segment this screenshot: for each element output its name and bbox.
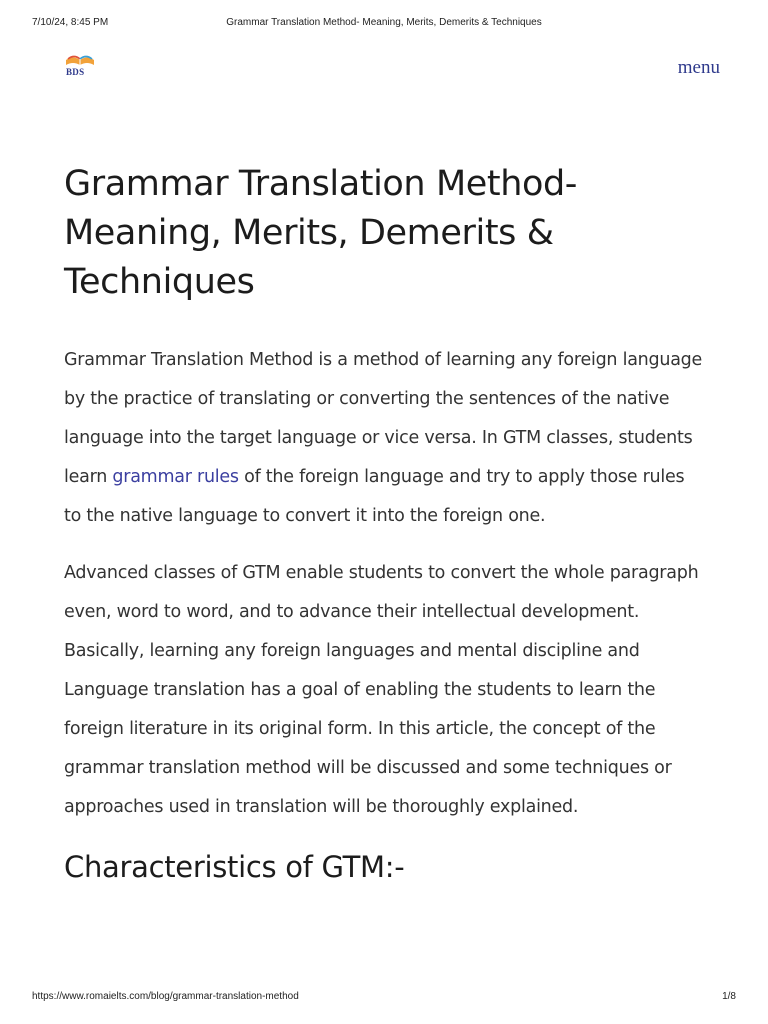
print-page-number: 1/8	[722, 991, 736, 1002]
section-heading-characteristics: Characteristics of GTM:-	[64, 850, 405, 884]
article-paragraph-1	[64, 341, 704, 536]
print-document-title: Grammar Translation Method- Meaning, Merits, Demerits & Techniques	[226, 17, 542, 28]
print-datetime: 7/10/24, 8:45 PM	[32, 17, 109, 28]
site-logo[interactable]	[62, 54, 98, 80]
open-book-icon	[62, 54, 98, 68]
logo-text: BDS	[66, 67, 85, 77]
print-header	[32, 17, 736, 31]
site-header	[62, 54, 720, 86]
paragraph-1-text-before-link: Grammar Translation Method is a method of learning any foreign language by the practice of translating or converting the sentences of the native language into the target language or vice versa. In GTM classes, students learn	[64, 350, 703, 487]
article-title: Grammar Translation Method- Meaning, Merits, Demerits & Techniques	[64, 164, 578, 302]
print-url: https://www.romaielts.com/blog/grammar-translation-method	[32, 991, 299, 1002]
menu-link[interactable]: menu	[677, 57, 720, 78]
grammar-rules-link[interactable]: grammar rules	[112, 467, 239, 487]
paragraph-1-text-after-link: of the foreign language and try to apply those rules to the native language to convert it into the foreign one.	[64, 467, 685, 526]
print-footer	[32, 991, 736, 1005]
article	[64, 160, 704, 889]
article-paragraph-2: Advanced classes of GTM enable students to convert the whole paragraph even, word to word, and to advance their intellectual development. Basically, learning any foreign languages and mental discipline and Language translation has a goal of enabling the students to learn the foreign literature in its original form. In this article, the concept of the grammar translation method will be discussed and some techniques or approaches used in translation will be thoroughly explained.	[64, 563, 699, 817]
